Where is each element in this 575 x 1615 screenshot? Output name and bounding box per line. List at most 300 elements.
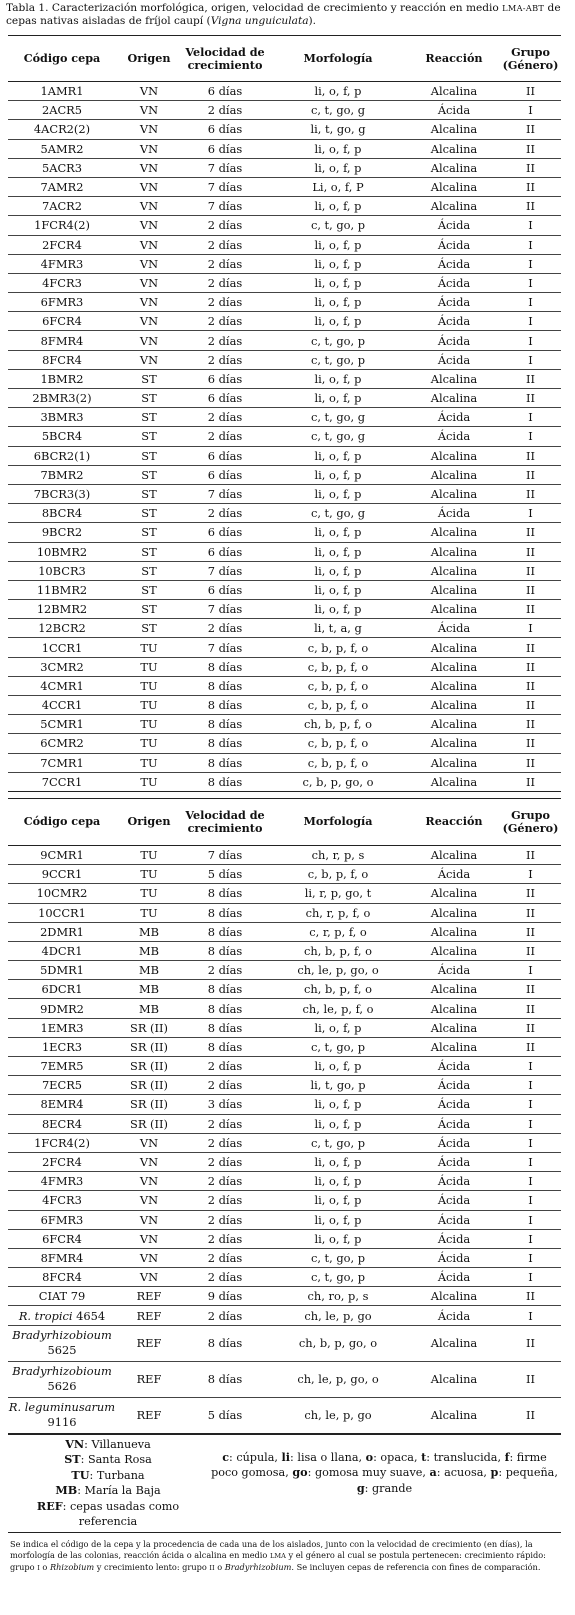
cell-origin: VN [139,141,159,156]
cell-morphology: li, o, f, p [314,141,362,156]
cell-group: II [526,1372,535,1387]
cell-group: II [526,467,535,482]
cell-code: 4ACR2(2) [33,122,91,137]
cell-reaction: Ácida [437,1059,471,1074]
cell-morphology: c, b, p, f, o [307,640,369,655]
cell-reaction: Alcalina [430,1020,478,1035]
cell-morphology: li, o, f, p [314,314,362,329]
cell-group: II [526,659,535,674]
cell-reaction: Alcalina [430,141,478,156]
header-code: Código cepa [23,51,101,65]
cell-code: 4DCR1 [41,943,83,958]
cell-reaction: Ácida [437,963,471,978]
cell-group: I [528,1193,533,1208]
cell-origin: SR (II) [130,1116,168,1131]
cell-reaction: Alcalina [430,848,478,863]
cell-morphology: li, t, go, g [310,122,366,137]
cell-group: I [528,506,533,521]
cell-speed: 8 días [207,717,243,732]
header-speed: Velocidad de crecimiento [185,807,265,835]
table-row [8,980,561,999]
cell-origin: VN [139,275,159,290]
cell-code: 3CMR2 [40,659,84,674]
cell-speed: 8 días [207,1001,243,1016]
cell-origin: ST [141,448,157,463]
cell-morphology: li, o, f, p [314,237,362,252]
cell-reaction: Ácida [437,506,471,521]
cell-group: I [528,1059,533,1074]
morphology-legend-item: f: firme poco gomosa [211,1449,547,1480]
cell-group: II [526,448,535,463]
cell-code: 10CMR2 [36,886,88,901]
cell-origin: VN [139,352,159,367]
cell-origin: VN [139,1231,159,1246]
cell-morphology: li, o, f, p [314,602,362,617]
cell-speed: 8 días [207,1020,243,1035]
cell-reaction: Alcalina [430,717,478,732]
cell-reaction: Alcalina [430,582,478,597]
cell-group: I [528,256,533,271]
cell-reaction: Ácida [437,295,471,310]
cell-morphology: li, o, f, p [314,160,362,175]
cell-code: CIAT 79 [38,1289,86,1304]
cell-speed: 2 días [207,352,243,367]
cell-speed: 6 días [207,467,243,482]
cell-group: I [528,621,533,636]
cell-reaction: Alcalina [430,122,478,137]
cell-code: 8EMR4 [40,1097,84,1112]
cell-reaction: Alcalina [430,84,478,99]
cell-morphology: ch, le, p, go, o [297,963,379,978]
cell-group: II [526,1020,535,1035]
header-reaction: Reacción [425,814,483,829]
cell-reaction: Alcalina [430,659,478,674]
cell-speed: 2 días [207,256,243,271]
cell-origin: ST [141,582,157,597]
table-row [8,1152,561,1171]
cell-origin: VN [139,218,159,233]
cell-code: 4FMR3 [40,256,84,271]
cell-morphology: c, b, p, f, o [307,659,369,674]
cell-group: II [526,122,535,137]
cell-group: II [526,640,535,655]
cell-speed: 8 días [207,736,243,751]
cell-reaction: Ácida [437,1308,471,1323]
cell-group: I [528,1097,533,1112]
cell-group: II [526,544,535,559]
header-group: Grupo (Género) [502,44,559,72]
cell-morphology: ch, b, p, f, o [304,943,372,958]
cell-reaction: Ácida [437,1193,471,1208]
morphology-legend-item: t: translucida [421,1449,498,1464]
cell-speed: 8 días [207,886,243,901]
header-origin: Origen [127,814,171,829]
cell-reaction: Ácida [437,1135,471,1150]
cell-group: I [528,1250,533,1265]
cell-group: II [526,487,535,502]
cell-reaction: Ácida [437,218,471,233]
cell-code: 5AMR2 [40,141,84,156]
cell-morphology: li, r, p, go, t [304,886,372,901]
cell-code: 7BMR2 [40,467,84,482]
cell-speed: 2 días [207,1231,243,1246]
cell-speed: 8 días [207,698,243,713]
table-row [8,1210,561,1229]
morphology-legend-item: o: opaca [365,1449,414,1464]
cell-code: 5ACR3 [41,160,82,175]
cell-group: II [526,905,535,920]
table-row [8,715,561,734]
cell-group: I [528,963,533,978]
strain-table-part1 [8,35,561,792]
cell-morphology: li, o, f, p [314,1155,362,1170]
cell-group: II [526,848,535,863]
cell-code: 2FCR4 [42,237,82,252]
cell-morphology: ch, b, p, f, o [304,982,372,997]
cell-code: 7BCR3(3) [33,487,91,502]
cell-speed: 6 días [207,448,243,463]
cell-code: R. tropici 4654 [18,1308,106,1323]
cell-code: 8FCR4 [42,352,82,367]
table-row [8,1114,561,1133]
cell-origin: VN [139,314,159,329]
cell-code: 1FCR4(2) [34,218,90,233]
cell-reaction: Alcalina [430,467,478,482]
cell-origin: ST [141,602,157,617]
cell-morphology: li, o, f, p [314,1020,362,1035]
cell-group: II [526,886,535,901]
cell-reaction: Alcalina [430,774,478,789]
cell-code: 6FMR3 [40,295,84,310]
cell-code: 8FMR4 [40,1250,84,1265]
cell-group: II [526,717,535,732]
cell-code: 1BMR2 [40,371,84,386]
cell-group: I [528,333,533,348]
cell-speed: 2 días [207,429,243,444]
cell-reaction: Alcalina [430,1289,478,1304]
cell-code: 10CCR1 [38,905,86,920]
cell-speed: 2 días [207,218,243,233]
table-row [8,523,561,542]
cell-origin: REF [136,1308,162,1323]
cell-origin: VN [139,1174,159,1189]
cell-group: II [526,160,535,175]
cell-origin: ST [141,467,157,482]
cell-morphology: li, o, f, p [314,544,362,559]
cell-code: 4CMR1 [40,678,84,693]
cell-reaction: Ácida [437,1270,471,1285]
cell-group: II [526,924,535,939]
cell-group: II [526,678,535,693]
cell-origin: MB [138,963,160,978]
table-row [8,465,561,484]
cell-group: I [528,1212,533,1227]
table-row [8,235,561,254]
cell-code: R. leguminusarum 9116 [8,1400,116,1430]
abbreviation-legend [8,1434,561,1534]
cell-code: 7CMR1 [40,755,84,770]
cell-speed: 2 días [207,1116,243,1131]
cell-code: 9CMR1 [40,848,84,863]
cell-origin: MB [138,943,160,958]
cell-origin: TU [140,905,158,920]
cell-origin: REF [136,1336,162,1351]
table-row [8,1361,561,1397]
cell-morphology: li, o, f, p [314,1116,362,1131]
table-row [8,961,561,980]
cell-speed: 2 días [207,410,243,425]
table-row [8,312,561,331]
cell-origin: VN [139,256,159,271]
cell-code: 7ECR5 [41,1078,83,1093]
cell-code: 2DMR1 [40,924,84,939]
cell-speed: 2 días [207,314,243,329]
cell-reaction: Ácida [437,103,471,118]
cell-reaction: Alcalina [430,180,478,195]
cell-group: I [528,295,533,310]
cell-morphology: c, b, p, f, o [307,678,369,693]
table-row [8,293,561,312]
cell-morphology: li, o, f, p [314,391,362,406]
table-row [8,408,561,427]
cell-code: 2BMR3(2) [32,391,92,406]
cell-speed: 6 días [207,84,243,99]
cell-morphology: c, t, go, g [310,506,366,521]
cell-reaction: Ácida [437,256,471,271]
caption-species: Vigna unguiculata [210,15,309,28]
cell-origin: ST [141,525,157,540]
cell-code: 6FMR3 [40,1212,84,1227]
cell-code: 7CCR1 [41,774,83,789]
cell-origin: VN [139,333,159,348]
table-row [8,1325,561,1361]
cell-speed: 7 días [207,180,243,195]
cell-reaction: Alcalina [430,391,478,406]
cell-reaction: Ácida [437,867,471,882]
cell-reaction: Alcalina [430,525,478,540]
cell-origin: SR (II) [130,1059,168,1074]
morphology-legend-item: go: gomosa muy suave [292,1465,423,1480]
table-footnote: Se indica el código de la cepa y la procedencia de cada una de los aislados, junto con la velocidad de crecimiento (en días), la morfología de las colonias, reacción ácida o alcalina en medio LMA y el género al cual se postula pertenecen: crecimiento rápido: grupo I o Rhizobium y crecimiento lento: grupo II o Bradyrhizobium. Se incluyen cepas de referencia con fines de comparación. [10,1539,546,1573]
cell-morphology: c, b, p, f, o [307,755,369,770]
cell-speed: 2 días [207,237,243,252]
cell-reaction: Ácida [437,1231,471,1246]
cell-origin: TU [140,886,158,901]
table-row [8,753,561,772]
cell-group: II [526,1001,535,1016]
cell-group: I [528,1174,533,1189]
cell-origin: SR (II) [130,1039,168,1054]
cell-morphology: li, t, a, g [314,621,362,636]
cell-morphology: li, o, f, p [314,448,362,463]
cell-group: II [526,1408,535,1423]
cell-morphology: c, t, go, p [310,1270,366,1285]
cell-group: II [526,602,535,617]
origin-legend [8,1437,208,1530]
table-row [8,1095,561,1114]
morphology-legend-item: a: acuosa [429,1465,484,1480]
table-row [8,158,561,177]
cell-group: I [528,314,533,329]
cell-origin: ST [141,429,157,444]
cell-origin: ST [141,621,157,636]
origin-legend-item: ST: Santa Rosa [64,1452,152,1467]
table-row [8,772,561,791]
table-row [8,600,561,619]
table-row [8,1076,561,1095]
cell-group: II [526,1039,535,1054]
cell-origin: ST [141,487,157,502]
cell-morphology: li, t, go, p [310,1078,366,1093]
cell-speed: 5 días [207,1408,243,1423]
cell-code: 1FCR4(2) [34,1135,90,1150]
cell-speed: 2 días [207,1193,243,1208]
cell-group: I [528,1231,533,1246]
cell-morphology: c, t, go, p [310,333,366,348]
cell-reaction: Alcalina [430,487,478,502]
cell-code: 4CCR1 [41,698,83,713]
cell-reaction: Alcalina [430,544,478,559]
cell-morphology: li, o, f, p [314,275,362,290]
cell-speed: 6 días [207,141,243,156]
table-row [8,446,561,465]
cell-origin: TU [140,698,158,713]
table-row [8,350,561,369]
cell-morphology: li, o, f, p [314,295,362,310]
cell-speed: 2 días [207,1155,243,1170]
cell-morphology: c, t, go, p [310,1039,366,1054]
cell-morphology: ch, r, p, f, o [305,905,371,920]
cell-group: I [528,275,533,290]
cell-origin: VN [139,180,159,195]
cell-code: 2FCR4 [42,1155,82,1170]
table-row [8,865,561,884]
cell-code: Bradyrhizobioum 5625 [12,1328,112,1358]
origin-legend-item: TU: Turbana [71,1467,145,1482]
cell-origin: MB [138,924,160,939]
cell-reaction: Alcalina [430,1408,478,1423]
cell-reaction: Ácida [437,1250,471,1265]
cell-morphology: c, t, go, p [310,352,366,367]
morphology-legend-item: p: pequeña [490,1465,555,1480]
cell-speed: 8 días [207,924,243,939]
cell-morphology: li, o, f, p [314,1193,362,1208]
cell-origin: MB [138,1001,160,1016]
cell-origin: TU [140,659,158,674]
cell-speed: 2 días [207,621,243,636]
cell-group: II [526,371,535,386]
table-row [8,1057,561,1076]
cell-speed: 8 días [207,982,243,997]
cell-group: I [528,1270,533,1285]
table-row [8,619,561,638]
caption-medium: LMA-ABT [502,3,545,13]
cell-reaction: Alcalina [430,982,478,997]
cell-speed: 8 días [207,774,243,789]
cell-speed: 8 días [207,755,243,770]
cell-origin: ST [141,371,157,386]
cell-group: I [528,1116,533,1131]
table-row [8,1397,561,1433]
cell-code: 6DCR1 [41,982,83,997]
table-row [8,999,561,1018]
cell-code: 4FMR3 [40,1174,84,1189]
table-row [8,922,561,941]
cell-speed: 2 días [207,963,243,978]
cell-morphology: c, t, go, p [310,218,366,233]
cell-group: II [526,982,535,997]
cell-morphology: li, o, f, p [314,199,362,214]
table-row [8,177,561,196]
cell-group: II [526,180,535,195]
cell-code: 7ACR2 [41,199,82,214]
cell-speed: 2 días [207,1270,243,1285]
table-header-row [8,36,561,82]
cell-reaction: Alcalina [430,678,478,693]
cell-speed: 8 días [207,659,243,674]
cell-origin: TU [140,640,158,655]
cell-speed: 8 días [207,678,243,693]
cell-code: 5DMR1 [40,963,84,978]
cell-reaction: Alcalina [430,640,478,655]
cell-speed: 6 días [207,544,243,559]
cell-group: I [528,1135,533,1150]
table-row [8,845,561,864]
cell-code: 1AMR1 [40,84,84,99]
cell-reaction: Ácida [437,621,471,636]
cell-code: 7AMR2 [40,180,84,195]
table-row [8,389,561,408]
cell-morphology: li, o, f, p [314,371,362,386]
cell-morphology: c, r, p, f, o [309,924,367,939]
cell-group: II [526,1289,535,1304]
table-row [8,1268,561,1287]
cell-morphology: ch, le, p, go [304,1308,372,1323]
cell-origin: TU [140,736,158,751]
cell-morphology: li, o, f, p [314,1174,362,1189]
cell-morphology: Li, o, f, P [312,180,364,195]
cell-group: II [526,736,535,751]
cell-morphology: li, o, f, p [314,1097,362,1112]
cell-speed: 2 días [207,506,243,521]
cell-morphology: c, t, go, p [310,1250,366,1265]
cell-origin: REF [136,1372,162,1387]
cell-speed: 2 días [207,1174,243,1189]
cell-group: I [528,1078,533,1093]
cell-origin: SR (II) [130,1097,168,1112]
cell-origin: VN [139,237,159,252]
cell-group: I [528,429,533,444]
cell-code: 5BCR4 [41,429,83,444]
cell-morphology: ch, le, p, go, o [297,1372,379,1387]
cell-reaction: Alcalina [430,160,478,175]
cell-reaction: Ácida [437,1212,471,1227]
cell-morphology: li, o, f, p [314,487,362,502]
table-row [8,331,561,350]
table-row [8,139,561,158]
table-row [8,1306,561,1325]
cell-group: II [526,755,535,770]
table-row [8,1172,561,1191]
cell-code: 9BCR2 [41,525,83,540]
cell-morphology: c, t, go, g [310,429,366,444]
cell-code: 10BMR2 [36,544,88,559]
cell-speed: 2 días [207,295,243,310]
cell-morphology: c, b, p, f, o [307,867,369,882]
cell-code: 12BCR2 [38,621,86,636]
cell-reaction: Alcalina [430,199,478,214]
cell-reaction: Ácida [437,410,471,425]
